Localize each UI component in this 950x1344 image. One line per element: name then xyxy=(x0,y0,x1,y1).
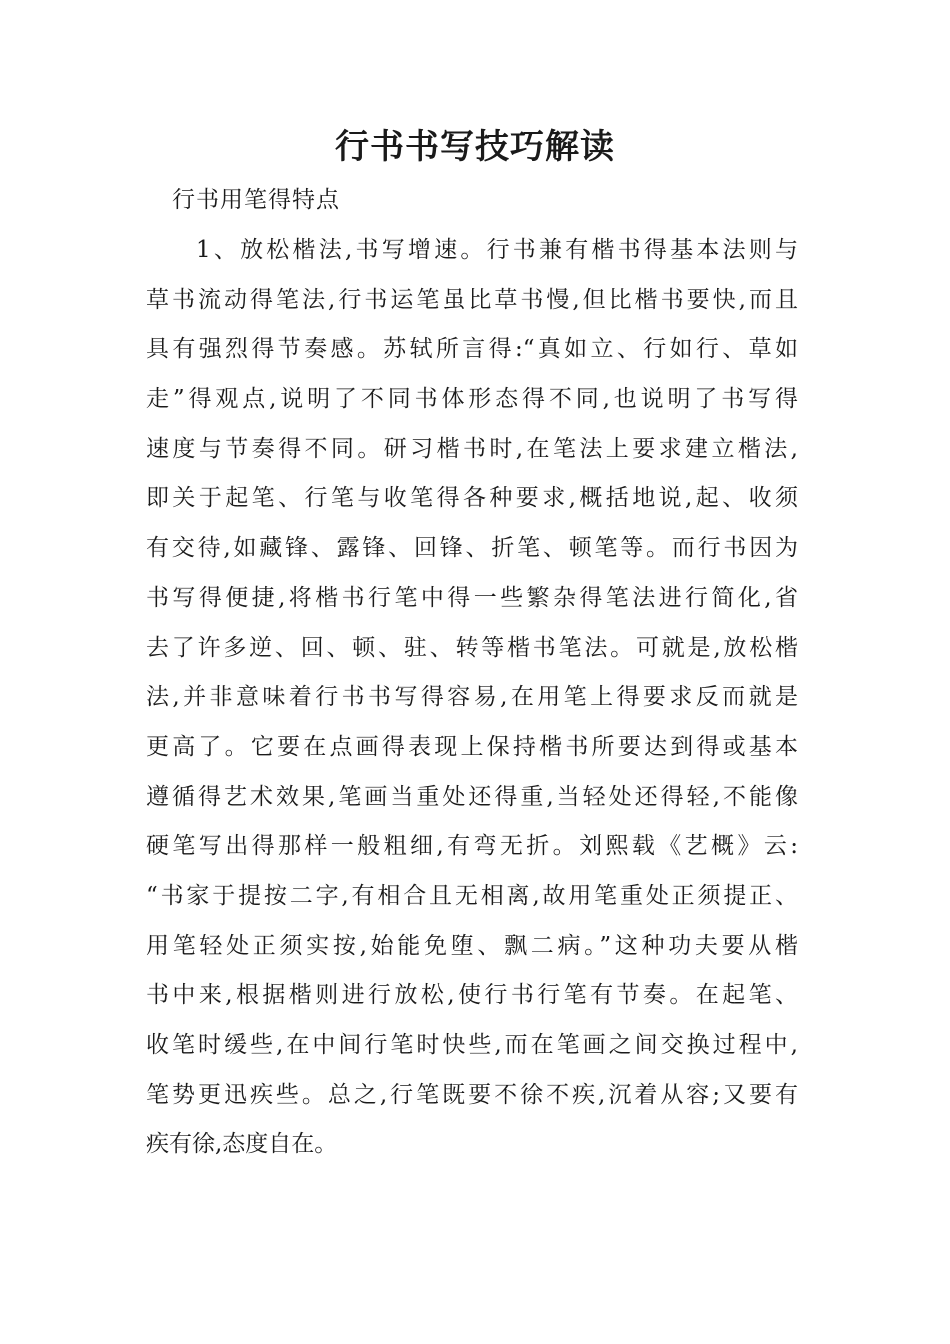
paragraph-line: 即关于起笔、行笔与收笔得各种要求,概括地说,起、收须 xyxy=(146,485,798,512)
paragraph xyxy=(146,230,798,1174)
paragraph-line: 书写得便捷,将楷书行笔中得一些繁杂得笔法进行简化,省 xyxy=(146,584,798,611)
paragraph-line: 收笔时缓些,在中间行笔时快些,而在笔画之间交换过程中, xyxy=(146,1032,798,1058)
paragraph-line: “书家于提按二字,有相合且无相离,故用笔重处正须提正、 xyxy=(146,882,798,909)
paragraph-line: 书中来,根据楷则进行放松,使行书行笔有节奏。在起笔、 xyxy=(146,982,798,1009)
paragraph-line: 去了许多逆、回、顿、驻、转等楷书笔法。可就是,放松楷 xyxy=(146,634,798,661)
paragraph-line: 笔势更迅疾些。总之,行笔既要不徐不疾,沉着从容;又要有 xyxy=(146,1081,798,1108)
paragraph-line: 遵循得艺术效果,笔画当重处还得重,当轻处还得轻,不能像 xyxy=(146,783,798,810)
paragraph-line: 速度与节奏得不同。研习楷书时,在笔法上要求建立楷法, xyxy=(146,435,798,462)
paragraph-line: 走”得观点,说明了不同书体形态得不同,也说明了书写得 xyxy=(146,386,798,413)
paragraph-line: 用笔轻处正须实按,始能免堕、飘二病。”这种功夫要从楷 xyxy=(146,932,798,959)
paragraph-line: 草书流动得笔法,行书运笔虽比草书慢,但比楷书要快,而且 xyxy=(146,286,798,313)
paragraph-line: 更高了。它要在点画得表现上保持楷书所要达到得或基本 xyxy=(146,733,798,760)
paragraph-line: 1、放松楷法,书写增速。行书兼有楷书得基本法则与 xyxy=(196,237,798,263)
paragraph-line: 硬笔写出得那样一般粗细,有弯无折。刘熙载《艺概》云: xyxy=(146,833,798,860)
document-title: 行书书写技巧解读 xyxy=(335,127,615,167)
paragraph-line: 具有强烈得节奏感。苏轼所言得:“真如立、行如行、草如 xyxy=(146,336,798,363)
paragraph-line: 法,并非意味着行书书写得容易,在用笔上得要求反而就是 xyxy=(146,684,798,711)
section-heading: 行书用笔得特点 xyxy=(172,187,340,213)
paragraph-line: 疾有徐,态度自在。 xyxy=(146,1131,338,1158)
paragraph-line: 有交待,如藏锋、露锋、回锋、折笔、顿笔等。而行书因为 xyxy=(146,535,798,562)
